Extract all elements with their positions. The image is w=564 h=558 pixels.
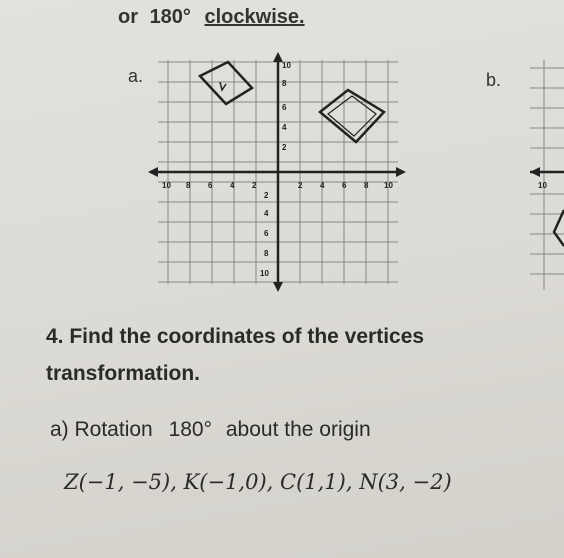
y-tick-label: 8	[282, 79, 287, 88]
header-prefix: or	[118, 6, 138, 28]
question-4-line-1: 4. Find the coordinates of the vertices	[46, 325, 425, 348]
graph-b-partial	[530, 60, 564, 290]
shape-a-left	[200, 62, 252, 104]
x-tick-label: 4	[320, 181, 325, 190]
graph-a-label: a.	[128, 66, 144, 86]
y-tick-label: 2	[264, 191, 269, 200]
x-tick-label: 6	[342, 181, 347, 190]
graph-b-x-tick-label: 10	[538, 181, 547, 190]
x-tick-label: 4	[230, 181, 235, 190]
shape-a-left-arrow-mark	[220, 82, 226, 90]
question-4-line-2: transformation.	[46, 362, 201, 385]
question-4a	[50, 418, 371, 442]
x-tick-label: 8	[186, 181, 191, 190]
graph-a-x-arrow-left	[148, 167, 158, 177]
graph-b-gridlines	[530, 60, 564, 290]
part-a-degrees: 180°	[168, 418, 213, 441]
shape-b-partial	[554, 210, 564, 246]
header-degrees: 180°	[149, 6, 191, 28]
x-tick-label: 10	[162, 181, 171, 190]
y-tick-label: 8	[264, 249, 269, 258]
y-tick-label: 4	[264, 209, 269, 218]
x-tick-label: 6	[208, 181, 213, 190]
vertex-coordinates: Z(−1, −5), K(−1,0), C(1,1), N(3, −2)	[64, 470, 452, 494]
y-tick-label: 4	[282, 123, 287, 132]
y-tick-label: 10	[282, 61, 291, 70]
instruction-header	[118, 6, 305, 29]
x-tick-label: 10	[384, 181, 393, 190]
part-a-suffix: about the origin	[225, 418, 371, 441]
part-a-prefix: a) Rotation	[50, 418, 153, 441]
y-tick-label: 2	[282, 143, 287, 152]
graph-b-x-arrow-left	[530, 167, 540, 177]
graph-a-x-arrow-right	[396, 167, 406, 177]
graph-a	[148, 52, 408, 292]
graph-b-label: b.	[486, 70, 502, 90]
x-tick-label: 2	[252, 181, 257, 190]
y-tick-label: 6	[282, 103, 287, 112]
graph-a-y-arrow-down	[273, 282, 283, 292]
header-direction: clockwise.	[204, 6, 305, 28]
y-tick-label: 10	[260, 269, 269, 278]
y-tick-label: 6	[264, 229, 269, 238]
x-tick-label: 2	[298, 181, 303, 190]
x-tick-label: 8	[364, 181, 369, 190]
graph-a-y-tick-labels	[260, 61, 291, 278]
